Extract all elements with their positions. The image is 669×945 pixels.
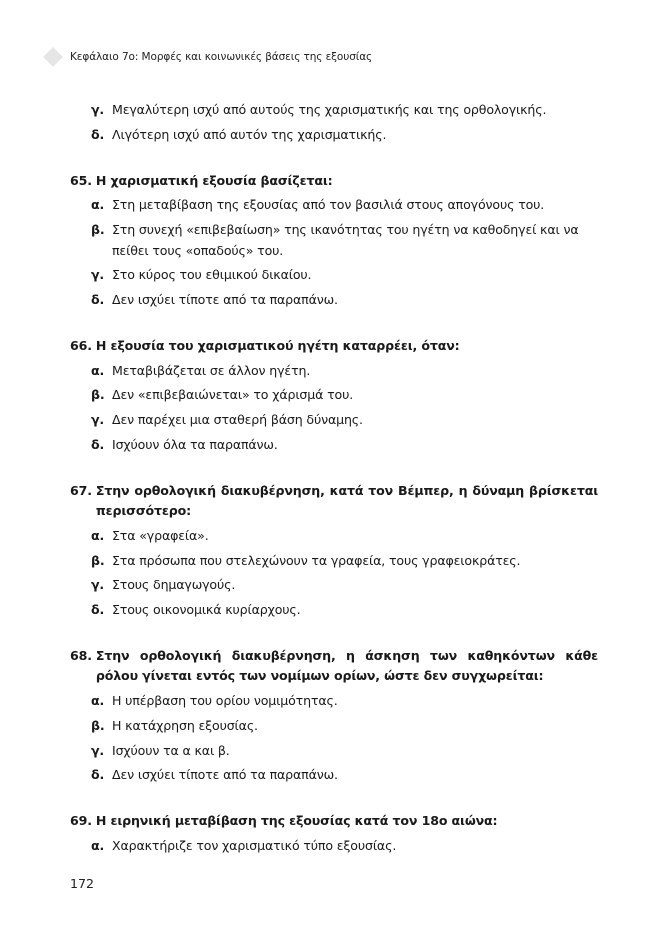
option-text: Δεν «επιβεβαιώνεται» το χάρισμά του. [112, 387, 354, 403]
running-header [46, 50, 372, 64]
option-text: Λιγότερη ισχύ από αυτόν της χαρισματικής. [112, 126, 387, 142]
question-67 [70, 479, 598, 623]
option-item [91, 598, 598, 623]
option-letter: γ. [91, 742, 105, 758]
option-text: Στα «γραφεία». [112, 527, 209, 543]
option-letter: α. [91, 837, 105, 853]
question-65 [70, 169, 598, 313]
option-letter: α. [91, 362, 105, 378]
question-text: Η ειρηνική μεταβίβαση της εξουσίας κατά τον 18ο αιώνα: [95, 813, 498, 829]
question-title [70, 809, 598, 834]
option-item [91, 288, 598, 313]
option-letter: β. [91, 222, 105, 238]
option-text: Ισχύουν όλα τα παραπάνω. [112, 436, 278, 452]
option-text: Η υπέρβαση του ορίου νομιμότητας. [112, 692, 338, 708]
option-text: Δεν ισχύει τίποτε από τα παραπάνω. [112, 291, 338, 307]
diamond-icon [43, 47, 63, 67]
option-text: Δεν παρέχει μια σταθερή βάση δύναμης. [112, 412, 363, 428]
option-item [91, 193, 598, 218]
option-text: Στη συνεχή «επιβεβαίωση» της ικανότητας του ηγέτη να καθοδηγεί και να πείθει τους «οπαδούς» του. [112, 222, 579, 258]
option-letter: δ. [91, 602, 105, 618]
option-letter: γ. [91, 412, 105, 428]
question-title [70, 169, 598, 194]
option-text: Στο κύρος του εθιμικού δικαίου. [112, 267, 312, 283]
option-letter: γ. [91, 267, 105, 283]
question-text: Η εξουσία του χαρισματικού ηγέτη καταρρέει, όταν: [95, 337, 460, 353]
option-text: Δεν ισχύει τίποτε από τα παραπάνω. [112, 767, 338, 783]
option-letter: γ. [91, 102, 105, 117]
option-text: Στους δημαγωγούς. [112, 577, 236, 593]
options-list [91, 524, 598, 623]
question-66 [70, 334, 598, 458]
question-title [70, 334, 598, 359]
continued-options [91, 98, 598, 148]
options-list [91, 193, 598, 312]
option-letter: δ. [91, 126, 105, 142]
option-letter: β. [91, 717, 105, 733]
option-letter: δ. [91, 291, 105, 307]
option-text: Ισχύουν τα α και β. [112, 742, 230, 758]
option-letter: α. [91, 527, 105, 543]
question-text: Στην ορθολογική διακυβέρνηση, η άσκηση των καθηκόντων κάθε ρόλου γίνεται εντός των νομίμων ορίων, ώστε δεν συγχωρείται: [95, 647, 598, 684]
question-title [70, 644, 598, 689]
option-text: Η κατάχρηση εξουσίας. [112, 717, 258, 733]
option-item [91, 524, 598, 549]
question-number: 65. [70, 172, 92, 188]
option-text: Στα πρόσωπα που στελεχώνουν τα γραφεία, τους γραφειοκράτες. [112, 552, 521, 568]
option-item [91, 739, 598, 764]
question-number: 66. [70, 337, 92, 353]
question-68 [70, 644, 598, 788]
question-number: 67. [70, 482, 92, 498]
option-letter: δ. [91, 436, 105, 452]
option-text: Στη μεταβίβαση της εξουσίας από τον βασιλιά στους απογόνους του. [112, 197, 545, 213]
option-text: Μεταβιβάζεται σε άλλον ηγέτη. [112, 362, 311, 378]
option-item [91, 763, 598, 788]
option-item [91, 689, 598, 714]
options-list [91, 689, 598, 788]
option-item [91, 383, 598, 408]
option-item [91, 359, 598, 384]
question-69 [70, 809, 598, 859]
option-letter: δ. [91, 767, 105, 783]
chapter-title: Κεφάλαιο 7ο: Μορφές και κοινωνικές βάσεις της εξουσίας [70, 51, 373, 63]
option-item [91, 549, 598, 574]
option-item [91, 834, 598, 859]
option-item [91, 123, 598, 148]
question-text: Στην ορθολογική διακυβέρνηση, κατά τον Βέμπερ, η δύναμη βρίσκεται περισσότερο: [95, 482, 598, 519]
page-content [70, 98, 598, 859]
option-item [91, 408, 598, 433]
question-text: Η χαρισματική εξουσία βασίζεται: [95, 172, 333, 188]
option-text: Μεγαλύτερη ισχύ από αυτούς της χαρισματικής και της ορθολογικής. [112, 102, 547, 117]
option-letter: γ. [91, 577, 105, 593]
question-title [70, 479, 598, 524]
page-number: 172 [70, 876, 95, 891]
question-number: 68. [70, 647, 92, 663]
option-item [91, 433, 598, 458]
option-item [91, 263, 598, 288]
option-item [91, 218, 598, 263]
options-list [91, 359, 598, 458]
option-item [91, 573, 598, 598]
option-text: Χαρακτήριζε τον χαρισματικό τύπο εξουσίας. [112, 837, 397, 853]
option-item [91, 714, 598, 739]
options-list [91, 834, 598, 859]
option-text: Στους οικονομικά κυρίαρχους. [112, 602, 301, 618]
option-letter: β. [91, 552, 105, 568]
question-number: 69. [70, 813, 92, 829]
option-letter: β. [91, 387, 105, 403]
option-item [91, 98, 598, 123]
option-letter: α. [91, 197, 105, 213]
option-letter: α. [91, 692, 105, 708]
